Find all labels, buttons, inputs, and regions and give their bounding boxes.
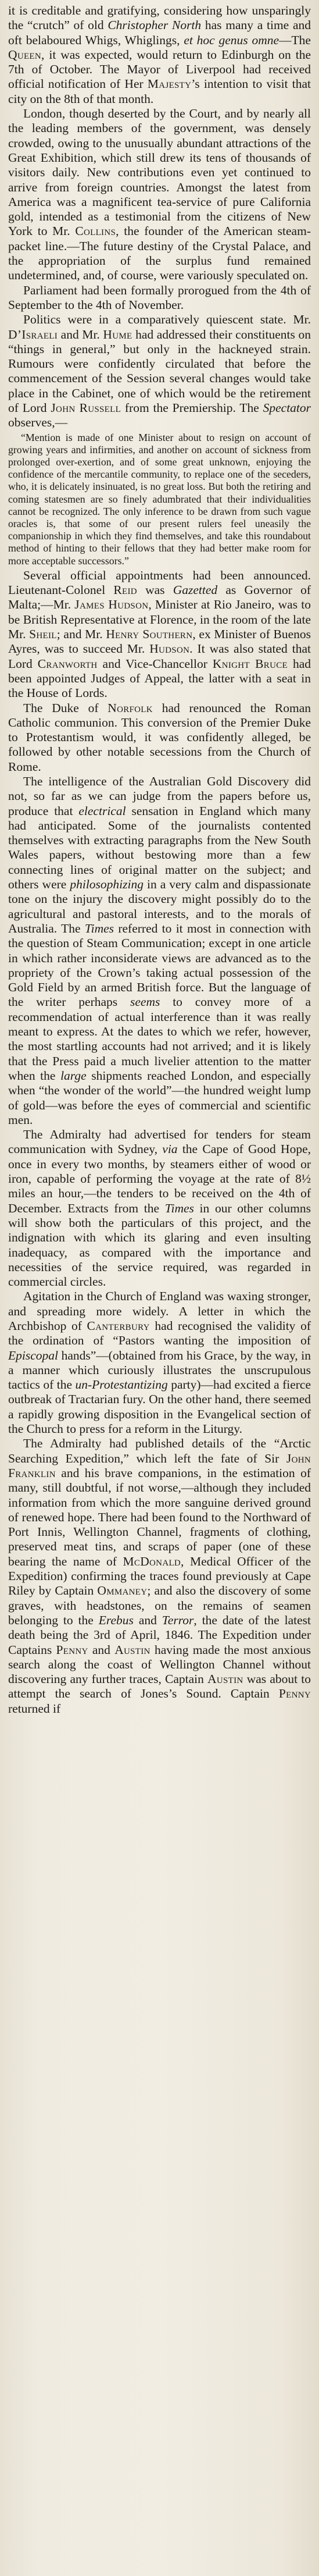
text-run: —The xyxy=(279,33,311,47)
small-caps-name: Hume xyxy=(103,327,132,341)
text-run: and his brave companions, in the estimation of many, still doubtful, if not worse,—although they included information from which the more sanguine derived ground of renewed hope. There had been found to the Northward of Port Innis, Wellington Channel, fragments of clothing, preserved meat tins, and scraps of paper (one of these bearing the name of xyxy=(8,1465,311,1568)
article-paragraph xyxy=(8,283,311,313)
small-caps-name: Penny xyxy=(56,1642,88,1657)
text-run: and Vice-Chancellor xyxy=(97,656,213,671)
text-run: had addressed their constituents on “things in general,” but only in the hackneyed strain. Rumours were confidently circulated that before the commencement of the Session several changes would take place in the Cabinet, one of which would be the retirement of Lord xyxy=(8,327,311,415)
text-run: . It was also stated that Lord xyxy=(8,642,311,671)
text-run: from the Premiership. The xyxy=(121,401,263,415)
small-caps-name: Reid xyxy=(113,583,137,597)
italic-text: Times xyxy=(164,1201,194,1215)
italic-text: via xyxy=(162,1142,178,1157)
small-caps-name: Ommaney xyxy=(97,1584,148,1598)
italic-text: Gazetted xyxy=(173,583,218,597)
text-run: was about to attempt the search of Jones’s Sound. Captain xyxy=(8,1672,311,1701)
text-run: was xyxy=(137,583,173,597)
small-caps-name: Queen xyxy=(8,47,42,62)
article-paragraph xyxy=(8,1289,311,1436)
text-run: in a very calm and dispassionate tone on the injury the discovery might possibly do to the agricultural and pastoral interests, and to the morals of Australia. The xyxy=(8,877,311,935)
text-run: sensation in England which many had anticipated. Some of the journalists contented themselves with extracting paragraphs from the New South Wales papers, without bestowing more than a few connecting lines of original matter on the subject; and others were xyxy=(8,803,311,892)
small-caps-name: Knight Bruce xyxy=(212,656,288,671)
text-run: “Mention is made of one Minister about to resign on account of growing years and infirmities, and another on account of sickness from prolonged over-exertion, and of some great unknown, enjoying the confidence of the mercantile community, to replace one of the seceders, who, it is delicately insinuated, is no great loss. But both the retiring and coming statesmen are so finely adumbrated that their individualities cannot be recognized. The only inference to be drawn from such vague oracles is, that some of our present rulers feel uneasily the companionship in which they find themselves, and take this roundabout method of hinting to their fellows that they had better make room for more acceptable successors.” xyxy=(8,431,311,567)
text-run: and Mr. xyxy=(58,327,103,341)
text-run: the Cape of Good Hope, once in every two months, by steamers either of wood or iron, capable of performing the voyage at the rate of 8½ miles an hour,—the tenders to be received on the 4th of December. Extracts from the xyxy=(8,1142,311,1215)
text-run: , ex Minister of Buenos Ayres, was to succeed Mr. xyxy=(8,627,311,656)
text-run: , Minister at Rio Janeiro, was to be British Representative at Florence, in the room of the late Mr. xyxy=(8,597,311,642)
small-caps-name: John Russell xyxy=(51,401,121,415)
italic-text: philosophizing xyxy=(70,877,144,892)
small-caps-name: Cranworth xyxy=(37,656,98,671)
article-paragraph xyxy=(8,701,311,774)
article-paragraph xyxy=(8,3,311,106)
text-run: ’s intention to visit that city on the 8th of that month. xyxy=(8,77,311,106)
small-caps-name: John Franklin xyxy=(8,1451,311,1480)
italic-text: et hoc genus omne xyxy=(184,33,279,47)
text-run: The Duke of xyxy=(23,700,108,715)
small-caps-name: Penny xyxy=(278,1687,311,1701)
text-run: had been appointed Judges of Appeal, the latter with a seat in the House of Lords. xyxy=(8,656,311,700)
text-run: Politics were in a comparatively quiescent state. Mr. xyxy=(23,312,311,327)
text-run: and xyxy=(133,1613,162,1627)
italic-text: Times xyxy=(84,921,114,935)
text-run: Several official appointments had been announced. Lieutenant-Colonel xyxy=(8,568,311,597)
text-run: party)—had excited a fierce outbreak of Tractarian fury. On the other hand, there seemed a rapidly growing disposition in the Evangelical section of the Church to press for a reform in the Liturgy. xyxy=(8,1378,311,1436)
text-run: , the date of the latest death being the 3rd of April, 1846. The Expedition under Captains xyxy=(8,1613,311,1657)
small-caps-name: Majesty xyxy=(147,77,192,91)
article-paragraph xyxy=(8,1127,311,1289)
text-run: ; and Mr. xyxy=(56,627,106,642)
text-run: it is creditable and gratifying, considering how unsparingly the “crutch” of old xyxy=(8,3,311,33)
text-run: had renounced the Roman Catholic communion. This conversion of the Premier Duke to Protestantism would, it was confidently alleged, be followed by other notable secessions from the Church of Rome. xyxy=(8,700,311,774)
text-run: having made the most anxious search along the coast of Wellington Channel without discovering any further traces, Captain xyxy=(8,1642,311,1687)
text-run: , Medical Officer of the Expedition) confirming the traces found previously at Cape Riley by Captain xyxy=(8,1554,311,1598)
article-paragraph xyxy=(8,312,311,430)
small-caps-name: Collins xyxy=(75,224,116,239)
text-run: shipments reached London, and especially when “the wonder of the world”—the hundred weight lump of gold—was before the eyes of commercial and scientific men. xyxy=(8,1068,311,1127)
text-run: The Admiralty had published details of the “Arctic Searching Expedition,” which left the fate of Sir xyxy=(8,1436,311,1465)
text-run: , it was expected, would return to Edinburgh on the 7th of October. The Mayor of Liverpool had received official notification of Her xyxy=(8,47,311,91)
text-run: hands”—(obtained from his Grace, by the way, in a manner which curiously illustrates the unscrupulous tactics of the xyxy=(8,1348,311,1392)
text-run: Agitation in the Church of England was waxing stronger, and spreading more widely. A letter in which the Archbishop of xyxy=(8,1289,311,1333)
small-caps-name: Henry Southern xyxy=(106,627,193,642)
article-paragraph xyxy=(8,568,311,701)
italic-text: Episcopal xyxy=(8,1348,58,1362)
text-run: , the founder of the American steam-packet line.—The future destiny of the Crystal Palace, and the appropriation of the surplus fund remained undetermined, and, of course, were variously speculated on. xyxy=(8,224,311,283)
text-run: returned if xyxy=(8,1701,61,1716)
text-run: as Governor of Malta;—Mr. xyxy=(8,583,311,612)
italic-text: un-Protestantizing xyxy=(75,1378,168,1392)
italic-text: Spectator xyxy=(263,401,311,415)
small-caps-name: McDonald xyxy=(123,1554,181,1568)
text-run: has many a time and oft belaboured Whigs, Whiglings, xyxy=(8,18,311,47)
article-paragraph xyxy=(8,1436,311,1716)
text-run: ; and also the discovery of some graves, with headstones, on the remains of seamen belonging to the xyxy=(8,1584,311,1627)
small-caps-name: Hudson xyxy=(149,642,190,656)
text-run: and xyxy=(88,1642,115,1657)
article-paragraph xyxy=(8,774,311,1127)
italic-text: electrical xyxy=(78,803,126,818)
text-run: Parliament had been formally prorogued from the 4th of September to the 4th of November. xyxy=(8,283,311,312)
small-caps-name: James Hudson xyxy=(74,597,149,612)
italic-text: Terror xyxy=(162,1613,194,1627)
small-caps-name: Sheil xyxy=(29,627,57,642)
italic-text: Erebus xyxy=(98,1613,134,1627)
small-caps-name: D’Israeli xyxy=(8,327,58,341)
small-caps-name: Canterbury xyxy=(87,1318,150,1333)
small-caps-name: Norfolk xyxy=(107,700,153,715)
quoted-extract xyxy=(8,432,311,567)
text-run: to convey more of a recommendation of actual interference than it was really meant to express. At the dates to which we refer, however, the most startling accounts had not arrived; and it is likely that the Press paid a much livelier attention to the matter when the xyxy=(8,995,311,1083)
text-run: observes,— xyxy=(8,415,68,430)
text-run: had recognised the validity of the ordination of “Pastors wanting the imposition of xyxy=(8,1318,311,1348)
small-caps-name: Austin xyxy=(114,1642,150,1657)
small-caps-name: Austin xyxy=(207,1672,243,1687)
text-run: London, though deserted by the Court, and by nearly all the leading members of the government, was densely crowded, owing to the unusually abundant attractions of the Great Exhibition, which still drew its tens of thousands of visitors daily. New contributions even yet continued to arrive from foreign countries. Amongst the latest from America was a magnificent tea-service of pure California gold, intended as a testimonial from the citizens of New York to Mr. xyxy=(8,106,311,239)
text-run: The intelligence of the Australian Gold Discovery did not, so far as we can judge from the papers before us, produce that xyxy=(8,774,311,818)
text-run: in our other columns will show both the particulars of this project, and the indignation with which its glaring and even insulting inadequacy, as compared with the importance and necessities of the service required, was regarded in commercial circles. xyxy=(8,1201,311,1289)
article-column xyxy=(8,3,311,1716)
article-paragraph xyxy=(8,106,311,283)
italic-text: Christopher North xyxy=(107,18,202,33)
italic-text: seems xyxy=(130,995,160,1009)
text-run: The Admiralty had advertised for tenders for steam communication with Sydney, xyxy=(8,1127,311,1157)
text-run: referred to it most in connection with the question of Steam Communication; except in one article in which rather inconsiderate views are advanced as to the propriety of the Crown’s taking actual possession of the Gold Field by an armed British force. But the language of the writer perhaps xyxy=(8,921,311,1009)
italic-text: large xyxy=(60,1068,87,1083)
